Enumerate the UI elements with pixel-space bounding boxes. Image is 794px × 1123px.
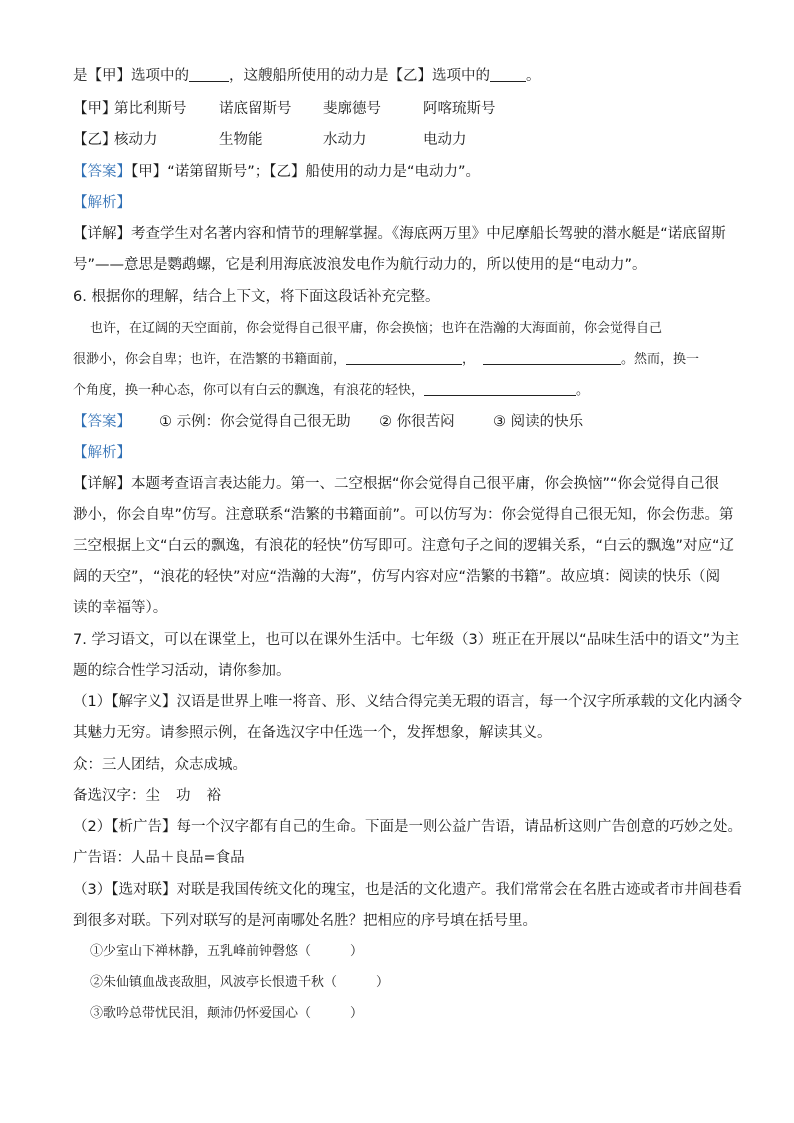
jia-option: 诺底留斯号 <box>219 101 292 117</box>
answer-tag: 【答案】 <box>73 164 131 180</box>
text-segment: 。 <box>526 68 541 84</box>
q5-answer-line <box>73 162 480 182</box>
answer-blank <box>424 381 576 396</box>
answer-blank <box>346 350 462 365</box>
answer-blank <box>189 67 229 82</box>
question-continuation-line <box>73 66 541 86</box>
part-1-line: （1）【解字义】汉语是世界上唯一将音、形、义结合得完美无瑕的语言，每一个汉字所承载的文化内涵令 <box>73 694 742 710</box>
part-1-line: 其魅力无穷。请参照示例，在备选汉字中任选一个，发挥想象，解读其义。 <box>73 725 552 741</box>
text-segment: ， <box>462 352 476 367</box>
yi-option: 生物能 <box>219 132 263 148</box>
jia-options-row <box>73 99 496 119</box>
candidates-line <box>73 786 221 806</box>
answer-text: 【甲】“诺第留斯号”；【乙】船使用的动力是“电动力”。 <box>131 164 481 180</box>
jiexi-tag: 【解析】 <box>73 195 131 211</box>
detail-line: 号”——意思是鹦鹉螺，它是利用海底波浪发电作为航行动力的，所以使用的是“电动力”。 <box>73 257 647 273</box>
candidate-char: 尘 <box>145 788 160 804</box>
jia-label: 【甲】 <box>73 101 117 117</box>
yi-option: 水动力 <box>323 132 367 148</box>
yi-label: 【乙】 <box>73 132 117 148</box>
candidate-char: 功 <box>176 788 191 804</box>
detail-line: 【详解】考查学生对名著内容和情节的理解掌握。《海底两万里》中尼摩船长驾驶的潜水艇是“诺底留斯 <box>73 226 726 242</box>
part-3-line: 到很多对联。下列对联写的是河南哪处名胜？把相应的序号填在括号里。 <box>73 913 537 929</box>
candidates-label: 备选汉字： <box>73 788 146 804</box>
jia-option: 第比利斯号 <box>114 101 187 117</box>
q6-answer-line <box>73 412 584 432</box>
passage-line <box>73 381 589 401</box>
question-7-stem: 7. 学习语文，可以在课堂上，也可以在课外生活中。七年级（3）班正在开展以“品味生活中的语文”为主 <box>73 632 740 648</box>
jiexi-tag: 【解析】 <box>73 445 131 461</box>
answer-tag: 【答案】 <box>73 414 131 430</box>
yi-option: 电动力 <box>423 132 467 148</box>
answer-2: ② 你很苦闷 <box>379 414 455 430</box>
text-segment: 。然而，换一 <box>621 352 700 367</box>
detail-line: 读的幸福等）。 <box>73 600 168 616</box>
passage-line: 也许，在辽阔的天空面前，你会觉得自己很平庸，你会换恼；也许在浩瀚的大海面前，你会觉得自己 <box>90 321 663 336</box>
answer-blank <box>483 350 621 365</box>
answer-1: ① 示例：你会觉得自己很无助 <box>159 414 351 430</box>
text-segment: 个角度，换一种心态，你可以有白云的飘逸，有浪花的轻快， <box>73 383 425 398</box>
text-segment: 。 <box>576 383 590 398</box>
part-3-line: （3）【选对联】对联是我国传统文化的瑰宝，也是活的文化遗产。我们常常会在名胜古迹或者市井闾巷看 <box>73 882 742 898</box>
yi-options-row <box>73 130 467 150</box>
couplet-line: ①少室山下禅林静，五乳峰前钟磬悠（ ） <box>90 944 364 959</box>
text-segment: ，这艘船所使用的动力是【乙】选项中的 <box>229 68 490 84</box>
question-7-stem: 题的综合性学习活动，请你参加。 <box>73 663 291 679</box>
detail-line: 三空根据上文“白云的飘逸，有浪花的轻快”仿写即可。注意句子之间的逻辑关系，“白云的飘逸”对应“辽 <box>73 538 735 554</box>
couplet-line: ③歌吟总带忧民泪，颠沛仍怀爱国心（ ） <box>90 1006 364 1021</box>
candidate-char: 裕 <box>206 788 221 804</box>
example-line: 众：三人团结，众志成城。 <box>73 757 247 773</box>
detail-line: 【详解】本题考查语言表达能力。第一、二空根据“你会觉得自己很平庸，你会换恼”“你会觉得自己很 <box>73 476 720 492</box>
jia-option: 阿喀琉斯号 <box>423 101 496 117</box>
detail-line: 阔的天空”，“浪花的轻快”对应“浩瀚的大海”，仿写内容对应“浩繁的书籍”。故应填：阅读的快乐（阅 <box>73 569 721 585</box>
couplet-line: ②朱仙镇血战丧敌胆，风波亭长恨遗千秋（ ） <box>90 975 390 990</box>
jia-option: 斐廓德号 <box>323 101 381 117</box>
part-2-line: （2）【析广告】每一个汉字都有自己的生命。下面是一则公益广告语，请品析这则广告创意的巧妙之处。 <box>73 819 742 835</box>
passage-line <box>73 350 699 370</box>
question-6-stem: 6. 根据你的理解，结合上下文，将下面这段话补充完整。 <box>73 289 440 305</box>
answer-3: ③ 阅读的快乐 <box>493 414 584 430</box>
text-segment: 是【甲】选项中的 <box>73 68 189 84</box>
yi-option: 核动力 <box>114 132 158 148</box>
answer-blank <box>490 67 526 82</box>
detail-line: 渺小，你会自卑”仿写。注意联系“浩繁的书籍面前”。可以仿写为：你会觉得自己很无知，你会伤悲。第 <box>73 507 734 523</box>
text-segment: 很渺小，你会自卑；也许，在浩繁的书籍面前， <box>73 352 347 367</box>
ad-slogan: 广告语：人品＋良品=食品 <box>73 850 245 866</box>
